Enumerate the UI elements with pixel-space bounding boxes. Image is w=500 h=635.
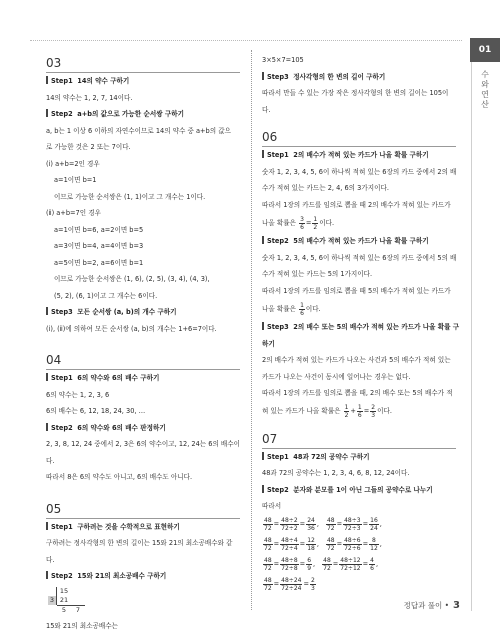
step-marker-icon — [262, 236, 264, 244]
numerator: 8 — [369, 537, 379, 545]
equals-sign: = — [273, 580, 280, 589]
step3-heading-cont: 하기 — [262, 339, 275, 348]
step-marker-icon — [46, 109, 48, 117]
text-line: 카드가 나오는 사건이 동시에 일어나는 경우는 없다. — [262, 372, 411, 381]
denominator: 2 — [344, 412, 349, 419]
equals-sign: = — [299, 560, 306, 569]
denominator: 72÷3 — [344, 525, 361, 532]
fraction-reductions — [262, 515, 456, 595]
separator: , — [379, 520, 382, 529]
numerator: 1 — [313, 215, 318, 223]
step-marker-icon — [46, 522, 48, 530]
fraction — [263, 557, 273, 572]
separator: , — [379, 540, 382, 549]
text-line: (ⅰ), (ⅱ)에 의하여 모든 순서쌍 (a, b)의 개수는 1+6=7이다. — [46, 324, 217, 333]
text-fragment: 이다. — [377, 407, 392, 416]
denominator: 12 — [370, 545, 378, 552]
text-line: a=3이면 b=4, a=4이면 b=3 — [54, 242, 144, 250]
text-line: 구하려는 정사각형의 한 변의 길이는 15와 21의 최소공배수와 같 — [46, 539, 233, 547]
denominator: 24 — [370, 525, 378, 532]
chapter-number: 01 — [478, 45, 492, 55]
denominator: 72 — [264, 525, 272, 532]
denominator: 72 — [323, 565, 331, 572]
fraction — [370, 404, 376, 419]
fraction — [306, 517, 316, 532]
fraction — [263, 537, 273, 552]
text-line: 따라서 1장의 카드를 임의로 뽑을 때 5의 배수가 적혀 있는 카드가 — [262, 286, 451, 295]
text-line — [262, 299, 456, 319]
numerator: 48 — [264, 557, 272, 564]
text-line: 따라서 — [262, 502, 282, 510]
numerator: 48÷24 — [281, 577, 302, 584]
plus-sign: + — [350, 407, 356, 416]
right-column — [262, 52, 460, 595]
numerator: 6 — [307, 557, 312, 564]
separator: , — [375, 560, 379, 569]
text-fragment: 혀 있는 카드가 나올 확률은 — [262, 407, 341, 416]
step-label: Step1 — [267, 452, 289, 461]
problem-number-03: 03 — [46, 54, 240, 73]
denominator: 72÷2 — [281, 525, 298, 532]
text-line: 이므로 가능한 순서쌍은 (1, 1)이고 그 개수는 1이다. — [54, 192, 206, 201]
denominator: 72÷6 — [344, 545, 361, 552]
denominator: 72 — [264, 545, 272, 552]
step2-heading — [46, 106, 240, 123]
numerator: 16 — [370, 517, 378, 524]
step-marker-icon — [262, 452, 264, 460]
text-line — [262, 402, 456, 422]
text-line: 숫자 1, 2, 3, 4, 5, 6이 하나씩 적혀 있는 6장의 카드 중에서 2의 배 — [262, 167, 457, 176]
equals-sign: = — [336, 520, 343, 529]
chapter-title: 수와 연산 — [481, 70, 489, 109]
step-title: 정사각형의 한 변의 길이 구하기 — [293, 72, 386, 81]
column-divider — [251, 50, 252, 610]
step-title: 구하려는 것을 수학적으로 표현하기 — [77, 522, 180, 531]
equals-sign: = — [362, 520, 369, 529]
step-title: 14의 약수 구하기 — [77, 77, 130, 85]
equals-sign: = — [303, 580, 309, 589]
step2-heading — [262, 233, 456, 250]
step1-heading — [46, 370, 240, 387]
fraction-row — [262, 515, 456, 535]
step-marker-icon — [262, 150, 264, 158]
text-line: 이므로 가능한 순서쌍은 (1, 6), (2, 5), (3, 4), (4, 3), — [54, 275, 210, 283]
text-fragment: 나올 확률은 — [262, 304, 296, 313]
numerator: 48÷12 — [340, 557, 361, 564]
denominator: 6 — [370, 565, 374, 572]
step-marker-icon — [46, 571, 48, 579]
equals-sign: = — [305, 218, 312, 227]
step-title: 48과 72의 공약수 구하기 — [293, 452, 370, 461]
fraction — [369, 557, 375, 572]
fraction — [322, 557, 332, 572]
step3-heading — [262, 69, 456, 86]
step1-heading — [46, 73, 240, 90]
step1-heading — [46, 519, 240, 536]
step-title: a+b의 값으로 가능한 순서쌍 구하기 — [77, 110, 184, 118]
text-line: 14의 약수는 1, 2, 7, 14이다. — [46, 93, 133, 102]
numerator: 1 — [300, 301, 304, 309]
text-line: a=5이면 b=2, a=6이면 b=1 — [54, 258, 144, 267]
numerator: 48 — [323, 557, 331, 564]
fraction — [263, 577, 273, 592]
step-marker-icon — [46, 76, 48, 84]
quotient-b: 7 — [75, 605, 81, 614]
text-line: 다. — [46, 456, 55, 465]
fraction — [310, 577, 316, 592]
fraction — [344, 404, 350, 419]
denominator: 6 — [300, 309, 304, 317]
dividend-b: 21 — [59, 595, 69, 604]
problem-number-07: 07 — [262, 430, 456, 449]
fraction — [306, 557, 312, 572]
text-line — [262, 213, 456, 233]
problem-number-05: 05 — [46, 500, 240, 519]
text-line: 따라서 1장의 카드를 임의로 뽑을 때 2의 배수가 적혀 있는 카드가 — [262, 200, 451, 209]
step-label: Step1 — [267, 151, 289, 159]
numerator: 48÷4 — [281, 537, 298, 544]
step-label: Step2 — [51, 423, 73, 432]
step-label: Step2 — [51, 110, 73, 118]
fraction — [369, 537, 379, 552]
fraction — [280, 537, 298, 552]
separator: , — [316, 540, 319, 549]
text-line: 3×5×7=105 — [262, 56, 304, 64]
numerator: 48 — [326, 517, 335, 524]
denominator: 72÷24 — [281, 585, 302, 592]
denominator: 6 — [357, 412, 362, 419]
common-factor: 3 — [49, 595, 55, 604]
numerator: 48÷6 — [344, 537, 361, 544]
fraction-row — [262, 575, 456, 595]
step-label: Step3 — [267, 72, 289, 81]
step1-heading — [262, 449, 456, 466]
text-line: 6의 배수는 6, 12, 18, 24, 30, … — [46, 407, 146, 415]
equals-sign: = — [273, 520, 280, 529]
step-label: Step1 — [51, 374, 73, 382]
step-title: 6의 약수와 6의 배수 판정하기 — [77, 423, 166, 432]
text-line: 다. — [46, 555, 55, 564]
step-title: 6의 약수와 6의 배수 구하기 — [77, 374, 160, 382]
fraction — [312, 216, 318, 231]
denominator: 2 — [313, 223, 318, 231]
equals-sign: = — [273, 560, 280, 569]
fraction — [299, 302, 305, 317]
fraction-row — [262, 535, 456, 555]
dividend-a: 15 — [59, 586, 69, 595]
fraction — [280, 577, 302, 592]
footer-label: 정답과 풀이 • — [403, 601, 450, 610]
separator: , — [316, 520, 319, 529]
step-label: Step3 — [267, 323, 289, 331]
numerator: 1 — [344, 404, 349, 411]
fraction — [263, 517, 273, 532]
page-number: 3 — [453, 600, 460, 611]
chapter-number-tab — [470, 38, 500, 62]
text-line: 따라서 만들 수 있는 가장 작은 정사각형의 한 변의 길이는 105이 — [262, 89, 449, 97]
numerator: 4 — [370, 557, 374, 564]
step-label: Step2 — [51, 572, 73, 580]
fraction — [280, 557, 298, 572]
equals-sign: = — [299, 540, 306, 549]
text-line: 따라서 8은 6의 약수도 아니고, 6의 배수도 아니다. — [46, 473, 193, 481]
denominator: 72 — [264, 565, 272, 572]
text-line: 다. — [262, 105, 271, 114]
numerator: 48 — [326, 537, 335, 544]
problem-number-04: 04 — [46, 351, 240, 370]
fraction — [326, 517, 336, 532]
separator: , — [313, 560, 316, 569]
text-line: (ⅰ) a+b=2인 경우 — [46, 159, 100, 168]
step-label: Step1 — [51, 77, 73, 85]
step-label: Step2 — [267, 485, 289, 494]
numerator: 48÷3 — [344, 517, 361, 524]
numerator: 1 — [357, 404, 362, 411]
text-line: a=1이면 b=1 — [54, 176, 97, 184]
equals-sign: = — [332, 560, 339, 569]
equals-sign: = — [299, 520, 306, 529]
numerator: 48÷8 — [281, 557, 298, 564]
text-line: 숫자 1, 2, 3, 4, 5, 6이 하나씩 적혀 있는 6장의 카드 중에서 5의 배 — [262, 253, 457, 262]
denominator: 9 — [307, 565, 312, 572]
equals-sign: = — [363, 407, 370, 416]
numerator: 48÷2 — [281, 517, 298, 524]
text-line: 2, 3, 8, 12, 24 중에서 2, 3은 6의 약수이고, 12, 24는 6의 배수이 — [46, 440, 241, 448]
text-line: (ⅱ) a+b=7인 경우 — [46, 209, 101, 217]
step3-heading — [46, 304, 240, 321]
fraction — [339, 557, 361, 572]
text-line: a=1이면 b=6, a=2이면 b=5 — [54, 225, 144, 234]
denominator: 3 — [371, 412, 376, 419]
equals-sign: = — [273, 540, 280, 549]
denominator: 3 — [311, 585, 315, 592]
numerator: 3 — [300, 215, 304, 223]
fraction — [306, 537, 316, 552]
fraction — [357, 404, 363, 419]
step-label: Step1 — [51, 522, 73, 531]
text-fragment: 이다. — [305, 304, 321, 313]
step-title: 모든 순서쌍 (a, b)의 개수 구하기 — [77, 308, 177, 316]
text-line: 수가 적혀 있는 카드는 2, 4, 6의 3가지이다. — [262, 184, 389, 192]
quotient-a: 5 — [61, 605, 67, 614]
left-column — [46, 52, 240, 635]
equals-sign: = — [362, 560, 369, 569]
numerator: 2 — [311, 577, 315, 584]
text-fragment: 이다. — [319, 218, 335, 227]
fraction — [343, 517, 361, 532]
equals-sign: = — [362, 540, 369, 549]
numerator: 12 — [307, 537, 315, 544]
text-line: 15와 21의 최소공배수는 — [46, 622, 118, 630]
text-line: 따라서 1장의 카드를 임의로 뽑을 때, 2의 배수 또는 5의 배수가 적 — [262, 389, 453, 397]
step-label: Step2 — [267, 237, 289, 245]
text-line: (5, 2), (6, 1)이고 그 개수는 6이다. — [54, 291, 158, 300]
top-rule — [30, 40, 462, 41]
step3-heading — [262, 319, 460, 336]
text-line: 2의 배수가 적혀 있는 카드가 나오는 사건과 5의 배수가 적혀 있는 — [262, 356, 451, 364]
fraction — [369, 517, 379, 532]
numerator: 24 — [307, 517, 315, 524]
step-marker-icon — [46, 373, 48, 381]
step2-heading — [262, 482, 456, 499]
denominator: 72 — [264, 585, 272, 592]
equals-sign: = — [336, 540, 343, 549]
fraction — [343, 537, 361, 552]
text-line: 6의 약수는 1, 2, 3, 6 — [46, 390, 110, 399]
denominator: 18 — [307, 545, 315, 552]
step-title: 15와 21의 최소공배수 구하기 — [77, 572, 167, 580]
text-line: 48과 72의 공약수는 1, 2, 3, 4, 6, 8, 12, 24이다. — [262, 469, 410, 477]
step2-heading — [46, 420, 240, 437]
step-marker-icon — [46, 307, 48, 315]
text-fragment: 나올 확률은 — [262, 218, 296, 227]
denominator: 72÷4 — [281, 545, 298, 552]
step-marker-icon — [262, 72, 264, 80]
numerator: 48 — [264, 517, 272, 524]
denominator: 72 — [326, 545, 335, 552]
step-marker-icon — [262, 322, 264, 330]
step-title: 분자와 분모를 1이 아닌 그들의 공약수로 나누기 — [293, 485, 433, 494]
problem-number-06: 06 — [262, 128, 456, 147]
step1-heading — [262, 147, 456, 164]
text-line: 로 가능한 것은 2 또는 7이다. — [46, 143, 131, 151]
fraction — [326, 537, 336, 552]
denominator: 72 — [326, 525, 335, 532]
text-line: 수가 적혀 있는 카드는 5의 1가지이다. — [262, 270, 373, 278]
fraction — [280, 517, 298, 532]
fraction — [299, 216, 305, 231]
denominator: 72÷12 — [340, 565, 361, 572]
denominator: 72÷8 — [281, 565, 298, 572]
step-title: 5의 배수가 적혀 있는 카드가 나올 확률 구하기 — [293, 237, 429, 245]
step-title: 2의 배수 또는 5의 배수가 적혀 있는 카드가 나올 확률 구 — [293, 323, 460, 331]
numerator: 48 — [264, 577, 272, 584]
denominator: 6 — [300, 223, 304, 231]
denominator: 36 — [307, 525, 315, 532]
step-label: Step3 — [51, 308, 73, 316]
fraction-row — [262, 555, 456, 575]
side-rule — [471, 62, 472, 611]
step-marker-icon — [262, 485, 264, 493]
step2-heading — [46, 568, 240, 585]
numerator: 48 — [264, 537, 272, 544]
step-title: 2의 배수가 적혀 있는 카드가 나올 확률 구하기 — [293, 151, 429, 159]
page-footer — [404, 600, 460, 611]
ladder-division — [48, 587, 85, 615]
step-marker-icon — [46, 423, 48, 431]
text-line: a, b는 1 이상 6 이하의 자연수이므로 14의 약수 중 a+b의 값으 — [46, 126, 231, 135]
numerator: 2 — [371, 404, 376, 411]
